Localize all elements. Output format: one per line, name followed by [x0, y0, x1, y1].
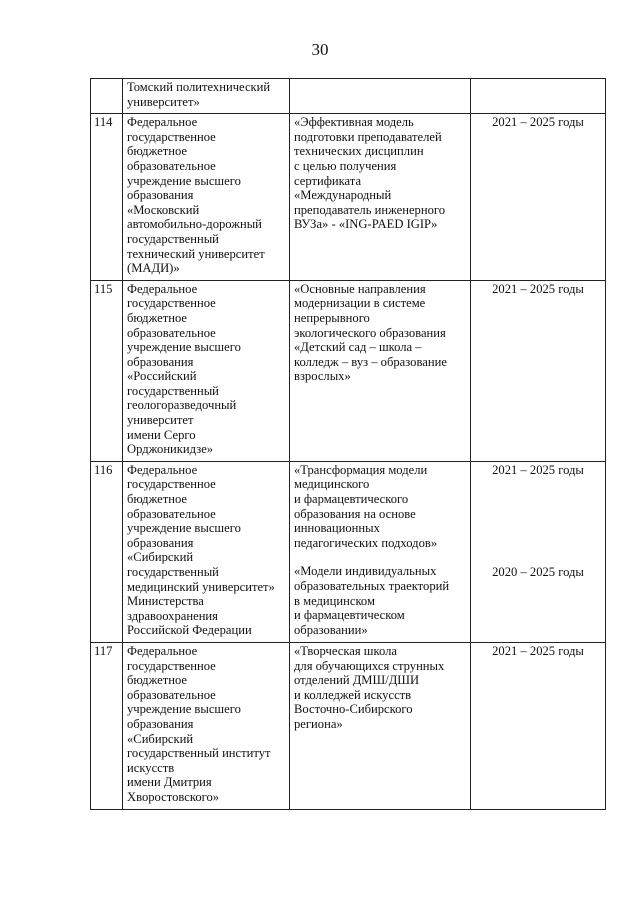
organization-line: образовательное — [127, 506, 216, 521]
organization-line: «Российский — [127, 369, 197, 384]
organization-line: образовательное — [127, 158, 216, 173]
organization-line: «Сибирский — [127, 550, 194, 565]
project-line: образовании» — [294, 622, 368, 637]
organization-line: государственный — [127, 565, 219, 579]
organization-line: государственное — [127, 129, 216, 144]
project-line: колледж – вуз – образование — [294, 354, 447, 369]
table-row — [91, 461, 606, 642]
period-line: 2021 – 2025 годы — [492, 462, 584, 477]
period-cell — [471, 642, 606, 809]
project-line: «Творческая школа — [294, 643, 397, 658]
organization-cell — [123, 280, 290, 461]
organization-line: Федеральное — [127, 115, 198, 130]
organization-line: бюджетное — [127, 144, 187, 159]
period-line: 2021 – 2025 годы — [492, 643, 584, 658]
organization-line: бюджетное — [127, 492, 187, 507]
project-line: и фармацевтическом — [294, 608, 405, 623]
project-line: «Модели индивидуальных — [294, 564, 437, 579]
project-line: непрерывного — [294, 310, 370, 325]
organization-cell — [123, 642, 290, 809]
table-body — [91, 79, 606, 810]
project-cell — [290, 79, 471, 114]
organization-line: автомобильно-дорожный — [127, 217, 262, 232]
organization-line: искусств — [127, 760, 175, 775]
organization-line: Федеральное — [127, 643, 198, 658]
project-cell — [290, 461, 471, 642]
organization-line: технический университет — [127, 246, 265, 261]
organization-line: Орджоникидзе» — [127, 442, 214, 457]
project-line: в медицинском — [294, 593, 375, 608]
project-line: сертификата — [294, 173, 362, 188]
organization-line: Хворостовского» — [127, 789, 220, 804]
project-line: региона» — [294, 716, 343, 731]
project-line: педагогических подходов» — [294, 535, 438, 550]
organization-line: государственный — [127, 383, 219, 398]
project-line: и фармацевтического — [294, 492, 409, 507]
period-cell — [471, 114, 606, 281]
project-line: образования на основе — [294, 506, 416, 521]
period-line: 2021 – 2025 годы — [492, 281, 584, 296]
organization-line: государственный — [127, 231, 219, 246]
organization-line: «Московский — [127, 202, 200, 217]
table-row — [91, 280, 606, 461]
project-line: экологического образования — [294, 325, 446, 340]
project-line: инновационных — [294, 521, 380, 536]
project-line: «Детский сад – школа – — [294, 340, 422, 355]
period-cell — [471, 461, 606, 642]
organization-cell — [123, 114, 290, 281]
organization-line: бюджетное — [127, 310, 187, 325]
organization-line: государственное — [127, 296, 216, 311]
organization-line: «Сибирский — [127, 731, 194, 746]
project-line: для обучающихся струнных — [294, 658, 445, 673]
organization-cell — [123, 461, 290, 642]
organization-line: Министерства — [127, 594, 204, 609]
project-line: «Основные направления — [294, 281, 426, 296]
organization-line: учреждение высшего — [127, 173, 241, 188]
organization-line: Российской Федерации — [127, 623, 252, 638]
organization-line: учреждение высшего — [127, 521, 241, 536]
project-line: «Международный — [294, 188, 392, 203]
organization-line: университет — [127, 413, 194, 428]
project-line: образовательных траекторий — [294, 579, 450, 593]
table-row — [91, 79, 606, 114]
organization-line: Федеральное — [127, 462, 198, 477]
row-number: 117 — [91, 642, 123, 809]
project-line: взрослых» — [294, 369, 351, 384]
period-line: 2020 – 2025 годы — [492, 565, 584, 580]
project-line: Восточно-Сибирского — [294, 702, 413, 717]
organization-line: (МАДИ)» — [127, 261, 180, 276]
organization-line: образовательное — [127, 687, 216, 702]
project-line: технических дисциплин — [294, 144, 424, 159]
project-line: медицинского — [294, 477, 370, 492]
row-number: 115 — [91, 280, 123, 461]
organization-line: государственное — [127, 658, 216, 673]
organization-line: имени Серго — [127, 427, 196, 442]
organization-line: образования — [127, 716, 194, 731]
organization-line: учреждение высшего — [127, 702, 241, 717]
organization-line: медицинский университет» — [127, 579, 275, 594]
row-number: 114 — [91, 114, 123, 281]
period-line: 2021 – 2025 годы — [492, 115, 584, 130]
organization-cell — [123, 79, 290, 114]
page-number: 30 — [311, 40, 329, 59]
organization-line: бюджетное — [127, 673, 187, 688]
row-number: 116 — [91, 461, 123, 642]
project-line: с целью получения — [294, 158, 397, 173]
table-row — [91, 114, 606, 281]
organization-line: университет» — [127, 94, 200, 109]
project-line: «Эффективная модель — [294, 115, 414, 130]
organization-line: образования — [127, 188, 194, 203]
organization-line: образования — [127, 354, 194, 369]
organizations-table — [90, 78, 606, 810]
organization-line: Томский политехнический — [127, 80, 271, 94]
row-number — [91, 79, 123, 114]
project-line: модернизации в системе — [294, 296, 426, 311]
project-cell — [290, 642, 471, 809]
organization-line: государственное — [127, 477, 216, 492]
organization-line: образовательное — [127, 325, 216, 340]
project-line: отделений ДМШ/ДШИ — [294, 673, 420, 688]
project-line: преподаватель инженерного — [294, 202, 446, 217]
organization-line: Федеральное — [127, 281, 198, 296]
organization-line: учреждение высшего — [127, 340, 241, 355]
project-line: «Трансформация модели — [294, 462, 428, 477]
organization-line: здравоохранения — [127, 608, 218, 623]
project-line: подготовки преподавателей — [294, 129, 442, 144]
organization-line: образования — [127, 535, 194, 550]
period-cell — [471, 280, 606, 461]
organization-line: геологоразведочный — [127, 398, 237, 413]
project-line: ВУЗа» - «ING-PAED IGIP» — [294, 217, 438, 232]
period-cell — [471, 79, 606, 114]
project-line: и колледжей искусств — [294, 687, 412, 702]
organization-line: имени Дмитрия — [127, 775, 212, 790]
table-row — [91, 642, 606, 809]
project-cell — [290, 280, 471, 461]
project-cell — [290, 114, 471, 281]
organization-line: государственный институт — [127, 746, 271, 761]
